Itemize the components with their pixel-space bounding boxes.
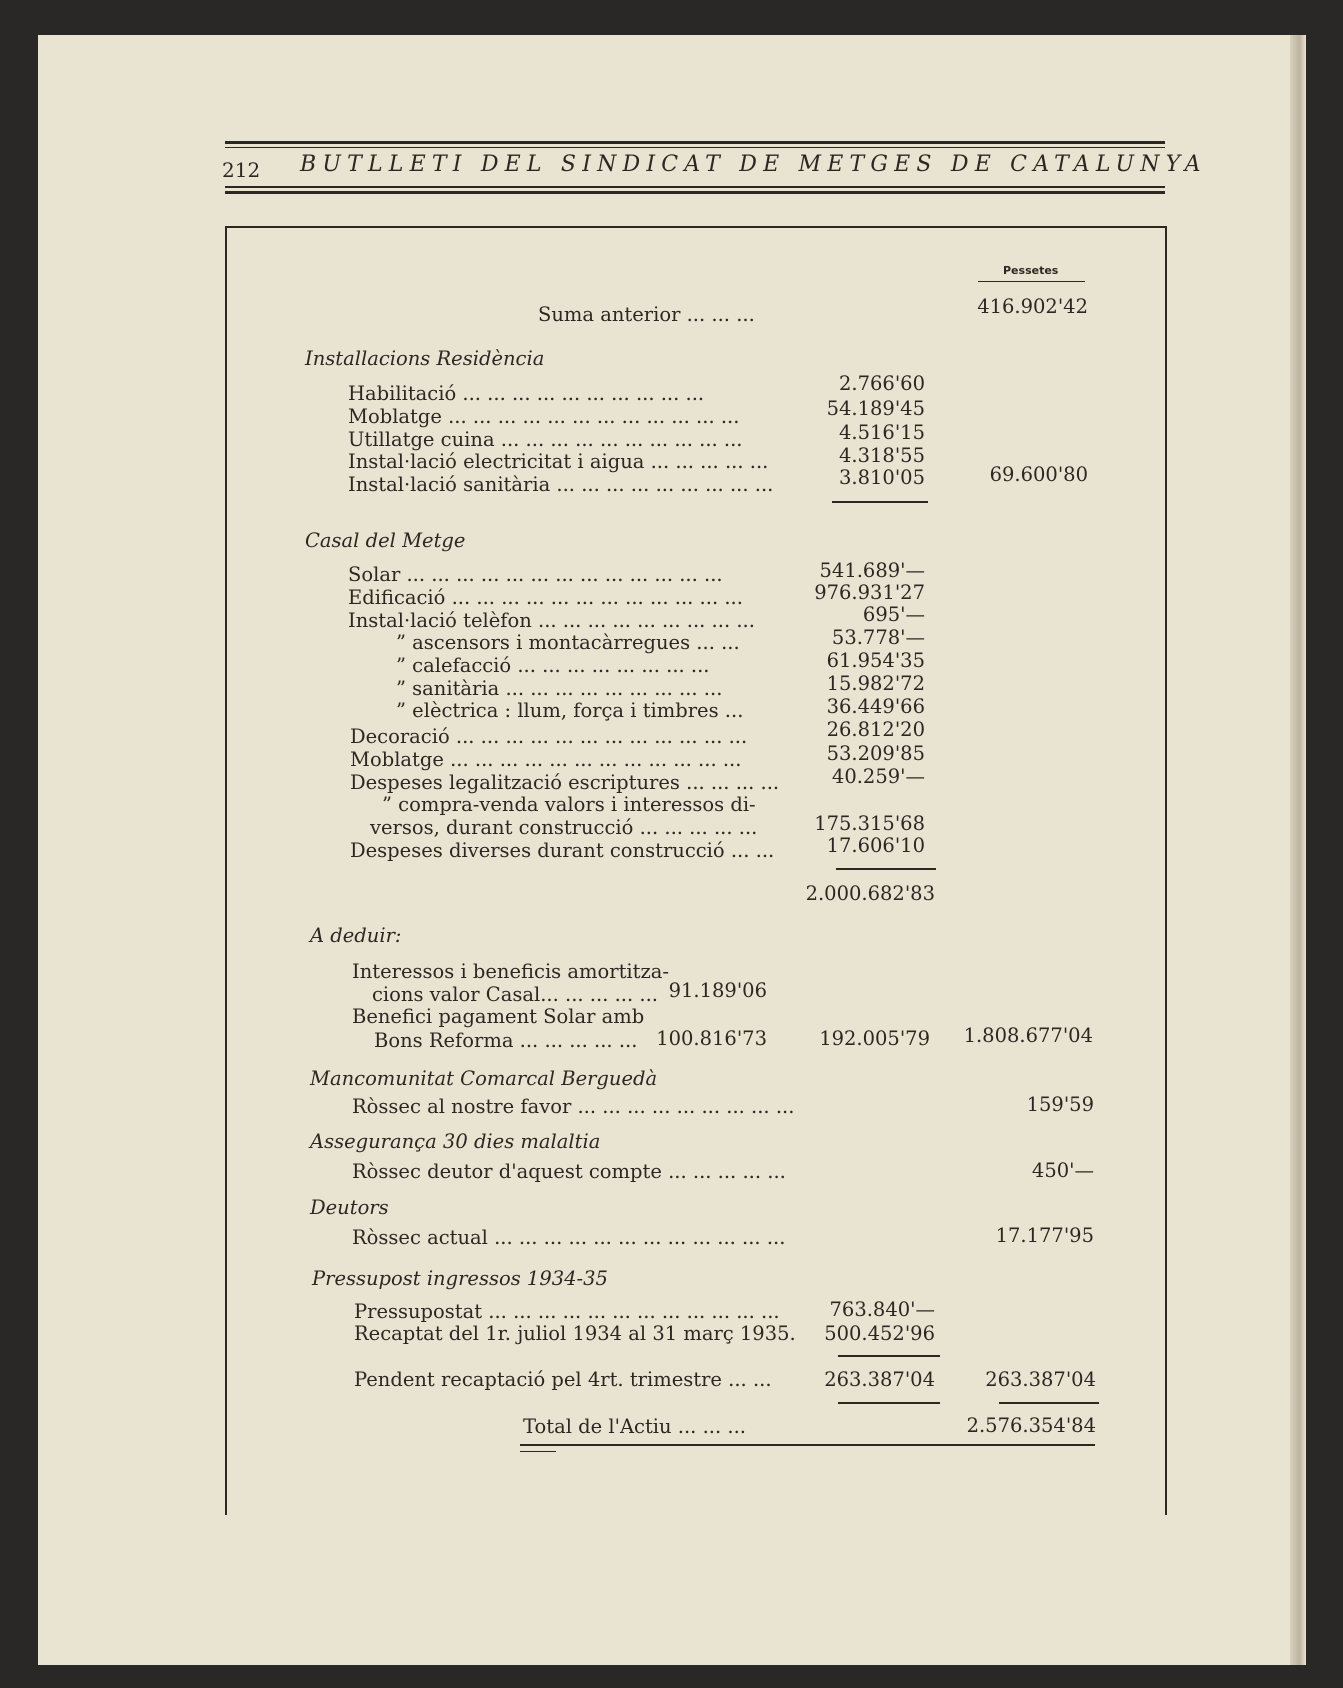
list-item-value: 40.259'—	[831, 765, 925, 788]
installacions-total: 69.600'80	[989, 463, 1088, 486]
list-item-value: 695'—	[862, 603, 925, 626]
journal-title: BUTLLETI DEL SINDICAT DE METGES DE CATALUNYA	[300, 152, 1207, 177]
list-item-value: 61.954'35	[826, 649, 925, 672]
pressupost-rule	[838, 1355, 940, 1357]
list-item: Edificació ... ... ... ... ... ... ... ... ... ... ... ...	[348, 586, 743, 609]
deduir-net: 1.808.677'04	[963, 1024, 1093, 1047]
list-item: ” elèctrica : llum, força i timbres ...	[396, 699, 744, 722]
deduir-line-2: cions valor Casal... ... ... ... ...	[372, 983, 658, 1006]
column-header-pessetes: Pessetes	[1003, 264, 1059, 277]
total-rule	[520, 1444, 1095, 1446]
book-spine	[1290, 35, 1306, 1665]
list-item: Despeses legalització escriptures ... ... ... ...	[350, 771, 780, 794]
list-item-value: 500.452'96	[824, 1322, 935, 1345]
list-item: Decoració ... ... ... ... ... ... ... ... ... ... ... ...	[350, 725, 748, 748]
list-item-value: 36.449'66	[826, 695, 925, 718]
list-item: versos, durant construcció ... ... ... ... ...	[370, 816, 758, 839]
list-item-value: 17.606'10	[826, 834, 925, 857]
installacions-rule	[832, 501, 928, 503]
list-item-value: 2.766'60	[839, 372, 925, 395]
list-item: Instal·lació sanitària ... ... ... ... ... ... ... ... ...	[348, 473, 774, 496]
deduir-line-3: Benefici pagament Solar amb	[352, 1005, 645, 1028]
asseguranca-value: 450'—	[1031, 1159, 1094, 1182]
list-item-value: 3.810'05	[839, 466, 925, 489]
pendent-label: Pendent recaptació pel 4rt. trimestre ... ...	[354, 1368, 772, 1391]
pendent-total: 263.387'04	[985, 1368, 1096, 1391]
list-item: ” sanitària ... ... ... ... ... ... ... ... ...	[396, 677, 723, 700]
list-item-value: 53.778'—	[831, 626, 925, 649]
list-item: Despeses diverses durant construcció ... ...	[350, 839, 775, 862]
section-title-installacions: Installacions Residència	[305, 347, 545, 370]
pendent-value: 263.387'04	[824, 1368, 935, 1391]
column-header-rule	[978, 281, 1085, 282]
casal-rule	[836, 868, 936, 870]
total-value: 2.576.354'84	[966, 1414, 1096, 1437]
asseguranca-label: Ròssec deutor d'aquest compte ... ... ... ... ...	[352, 1160, 786, 1183]
list-item-value: 541.689'—	[819, 559, 925, 582]
table-frame-top	[225, 226, 1167, 228]
table-frame-right	[1165, 226, 1167, 1515]
list-item-value: 54.189'45	[826, 397, 925, 420]
list-item-value: 4.318'55	[839, 444, 925, 467]
deduir-value-2: 100.816'73	[656, 1027, 767, 1050]
list-item-value: 763.840'—	[829, 1298, 935, 1321]
list-item-value: 976.931'27	[814, 581, 925, 604]
casal-subtotal: 2.000.682'83	[805, 882, 935, 905]
section-title-deduir: A deduir:	[310, 924, 402, 947]
list-item: Habilitació ... ... ... ... ... ... ... ... ... ...	[348, 382, 705, 405]
mancomunitat-value: 159'59	[1026, 1093, 1094, 1116]
list-item: Recaptat del 1r. juliol 1934 al 31 març 1935.	[354, 1322, 796, 1345]
list-item: Solar ... ... ... ... ... ... ... ... ... ... ... ... ...	[348, 563, 723, 586]
list-item: Pressupostat ... ... ... ... ... ... ... ... ... ... ... ...	[354, 1300, 780, 1323]
total-rule-small	[520, 1451, 556, 1452]
list-item: Instal·lació telèfon ... ... ... ... ... ... ... ... ...	[348, 609, 755, 632]
deduir-line-1: Interessos i beneficis amortitza-	[352, 960, 669, 983]
deutors-value: 17.177'95	[995, 1224, 1094, 1247]
header-rule-top-thin	[225, 147, 1165, 148]
page-number: 212	[222, 158, 261, 182]
section-title-mancomunitat: Mancomunitat Comarcal Berguedà	[310, 1067, 658, 1090]
suma-anterior-label: Suma anterior ... ... ...	[538, 303, 755, 326]
pendent-rule-right	[999, 1402, 1099, 1404]
list-item-value: 53.209'85	[826, 742, 925, 765]
header-rule-top	[225, 141, 1165, 144]
mancomunitat-label: Ròssec al nostre favor ... ... ... ... ... ... ... ... ...	[352, 1095, 795, 1118]
list-item: Instal·lació electricitat i aigua ... ... ... ... ...	[348, 450, 769, 473]
deutors-label: Ròssec actual ... ... ... ... ... ... ... ... ... ... ... ...	[352, 1226, 786, 1249]
list-item-value: 26.812'20	[826, 718, 925, 741]
list-item: ” calefacció ... ... ... ... ... ... ... ...	[396, 654, 710, 677]
list-item: Utillatge cuina ... ... ... ... ... ... ... ... ... ...	[348, 428, 743, 451]
list-item: ” ascensors i montacàrregues ... ...	[396, 631, 740, 654]
header-rule-bottom	[225, 186, 1165, 188]
section-title-casal: Casal del Metge	[305, 529, 466, 552]
section-title-deutors: Deutors	[310, 1196, 389, 1219]
list-item-value: 175.315'68	[814, 812, 925, 835]
list-item: Moblatge ... ... ... ... ... ... ... ... ... ... ... ...	[350, 748, 742, 771]
deduir-value-1: 91.189'06	[668, 979, 767, 1002]
table-frame-left	[225, 226, 227, 1515]
total-label: Total de l'Actiu ... ... ...	[523, 1415, 746, 1438]
header-rule-bottom-thick	[225, 191, 1165, 194]
list-item: ” compra-venda valors i interessos di-	[382, 793, 756, 816]
section-title-pressupost: Pressupost ingressos 1934-35	[312, 1267, 608, 1290]
deduir-sum: 192.005'79	[819, 1027, 930, 1050]
list-item: Moblatge ... ... ... ... ... ... ... ... ... ... ... ...	[348, 405, 740, 428]
section-title-asseguranca: Assegurança 30 dies malaltia	[310, 1130, 601, 1153]
list-item-value: 15.982'72	[826, 672, 925, 695]
deduir-line-4: Bons Reforma ... ... ... ... ...	[374, 1029, 638, 1052]
suma-anterior-value: 416.902'42	[977, 295, 1088, 318]
list-item-value: 4.516'15	[839, 421, 925, 444]
pendent-rule-left	[838, 1402, 940, 1404]
